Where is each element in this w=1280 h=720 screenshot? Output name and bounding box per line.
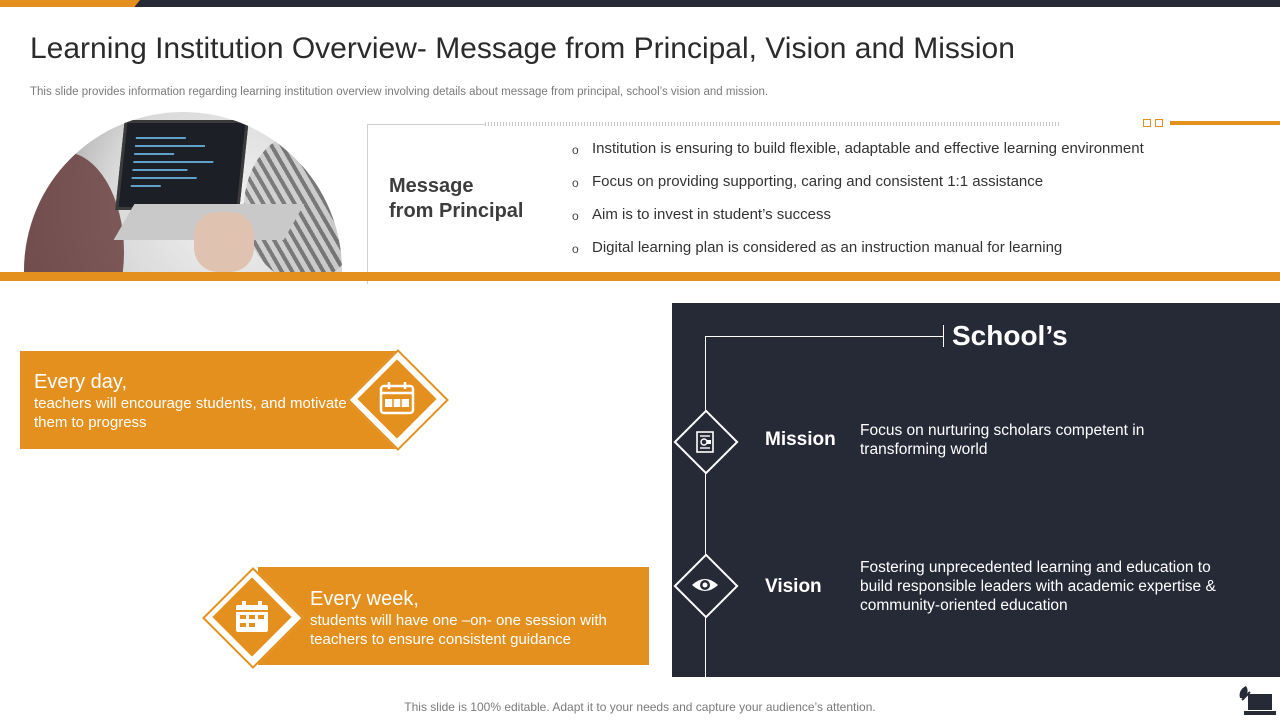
mission-description: Focus on nurturing scholars competent in transforming world	[860, 422, 1145, 458]
bullet-item: o Institution is ensuring to build flexible, adaptable and effective learning environment	[572, 138, 1144, 171]
principal-heading-line2: from Principal	[389, 200, 524, 222]
slide-subtitle: This slide provides information regarding learning institution overview involving details about message from principal, school’s vision and mission.	[30, 86, 769, 98]
calendar-icon	[379, 381, 415, 415]
every-day-heading: Every day,	[34, 371, 127, 393]
bullet-item: o Focus on providing supporting, caring and consistent 1:1 assistance	[572, 171, 1144, 204]
orange-divider	[0, 272, 1280, 281]
every-day-text	[34, 370, 364, 432]
dotted-divider	[485, 122, 1060, 126]
vision-label: Vision	[765, 576, 822, 597]
top-bar	[0, 0, 1280, 7]
every-week-body: students will have one –on- one session with teachers to ensure consistent guidance	[310, 612, 607, 648]
square-marker	[1143, 119, 1151, 127]
panel-border	[367, 124, 368, 284]
every-week-heading: Every week,	[310, 588, 419, 610]
slide-title: Learning Institution Overview- Message from Principal, Vision and Mission	[30, 32, 1015, 65]
timeline-line	[705, 336, 706, 677]
footer-note: This slide is 100% editable. Adapt it to your needs and capture your audience’s attention.	[404, 700, 876, 714]
accent-rule	[1170, 121, 1280, 125]
bullet-item: o Aim is to invest in student’s success	[572, 204, 1144, 237]
bullet-item: o Digital learning plan is considered as an instruction manual for learning	[572, 237, 1144, 270]
every-week-text	[310, 587, 640, 649]
eye-icon	[690, 573, 720, 597]
calendar-week-icon	[234, 600, 270, 634]
principal-bullets	[572, 138, 1144, 270]
principal-heading	[389, 174, 549, 224]
panel-border-top	[367, 124, 485, 125]
schools-heading: School’s	[952, 320, 1068, 351]
certificate-icon	[693, 430, 717, 454]
principal-heading-line1: Message	[389, 175, 474, 197]
laptop-photo	[24, 112, 342, 272]
top-bar-accent	[0, 0, 140, 7]
square-marker	[1155, 119, 1163, 127]
timeline-line-top	[705, 336, 943, 337]
timeline-tick	[943, 325, 944, 347]
vision-description: Fostering unprecedented learning and education to build responsible leaders with academic expertise & community-oriented education	[860, 559, 1216, 614]
laptop-logo-icon	[1236, 684, 1276, 718]
every-day-body: teachers will encourage students, and motivate them to progress	[34, 395, 347, 431]
mission-label: Mission	[765, 429, 836, 450]
schools-panel	[672, 303, 1280, 677]
